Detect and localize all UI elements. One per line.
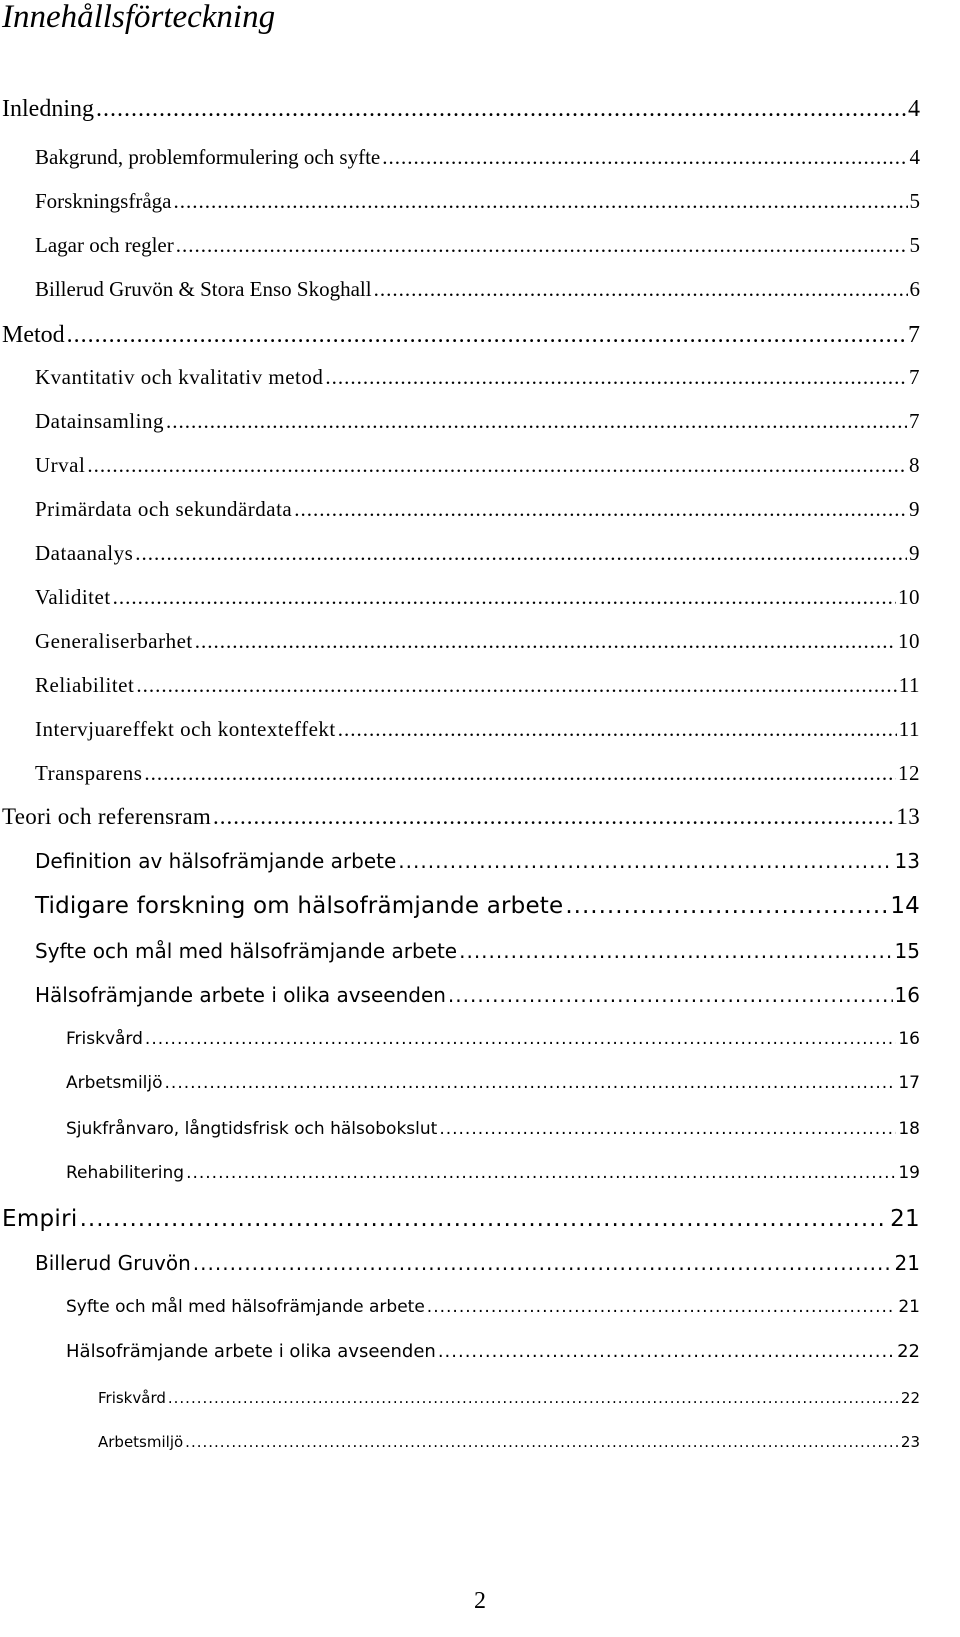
toc-entry-label: Validitet — [35, 585, 111, 609]
toc-entry[interactable] — [35, 1250, 920, 1276]
toc-entry[interactable] — [66, 1340, 920, 1364]
toc-entry[interactable] — [35, 188, 920, 215]
dot-leader — [448, 982, 893, 1008]
toc-entry[interactable] — [35, 364, 920, 391]
dot-leader — [165, 1072, 897, 1095]
toc-entry-label: Bakgrund, problemformulering och syfte — [35, 145, 381, 169]
dot-leader — [173, 188, 907, 215]
toc-entry-page-number: 13 — [896, 804, 920, 829]
toc-entry-label: Datainsamling — [35, 409, 164, 433]
toc-entry[interactable] — [66, 1296, 920, 1319]
toc-entry-page-number: 23 — [900, 1433, 920, 1451]
toc-entry-page-number: 11 — [898, 717, 920, 741]
toc-entry-label: Friskvård — [98, 1389, 166, 1407]
toc-entry-page-number: 13 — [894, 849, 920, 873]
toc-entry-label: Metod — [2, 322, 65, 348]
toc-entry[interactable] — [35, 408, 920, 435]
toc-entry-label: Friskvård — [66, 1029, 143, 1049]
dot-leader — [294, 496, 907, 523]
toc-entry-page-number: 17 — [898, 1073, 920, 1093]
toc-entry-page-number: 5 — [909, 233, 920, 257]
toc-entry-page-number: 22 — [900, 1389, 920, 1407]
toc-entry[interactable] — [35, 672, 920, 699]
toc-entry-label: Teori och referensram — [2, 804, 212, 829]
dot-leader — [459, 938, 892, 964]
dot-leader — [87, 452, 907, 479]
toc-entry-page-number: 19 — [898, 1163, 920, 1183]
dot-leader — [565, 892, 888, 921]
dot-leader — [166, 408, 907, 435]
dot-leader — [168, 1388, 899, 1409]
toc-entry[interactable] — [35, 276, 920, 303]
toc-entry-label: Generaliserbarhet — [35, 629, 193, 653]
toc-entry-label: Kvantitativ och kvalitativ metod — [35, 365, 324, 389]
dot-leader — [144, 760, 896, 787]
toc-entry[interactable] — [66, 1028, 920, 1051]
toc-entry-label: Lagar och regler — [35, 233, 174, 257]
toc-entry-label: Definition av hälsofrämjande arbete — [35, 849, 397, 873]
toc-entry-label: Empiri — [2, 1206, 78, 1232]
toc-entry-page-number: 4 — [909, 145, 920, 169]
toc-entry-label: Syfte och mål med hälsofrämjande arbete — [66, 1297, 425, 1317]
toc-entry-page-number: 22 — [897, 1341, 920, 1362]
toc-entry-page-number: 6 — [909, 277, 920, 301]
dot-leader — [427, 1296, 897, 1319]
toc-entry-label: Reliabilitet — [35, 673, 135, 697]
toc-entry-label: Arbetsmiljö — [66, 1073, 163, 1093]
toc-entry-page-number: 12 — [898, 761, 920, 785]
toc-entry-page-number: 5 — [909, 189, 920, 213]
toc-entry-page-number: 16 — [898, 1029, 920, 1049]
toc-entry-page-number: 4 — [908, 96, 920, 122]
toc-entry-page-number: 16 — [894, 983, 920, 1007]
toc-entry-page-number: 18 — [898, 1119, 920, 1139]
toc-entry-label: Sjukfrånvaro, långtidsfrisk och hälsobokslut — [66, 1119, 438, 1139]
toc-entry-label: Rehabilitering — [66, 1163, 185, 1183]
toc-entry-page-number: 10 — [898, 629, 920, 653]
dot-leader — [186, 1162, 896, 1185]
dot-leader — [195, 628, 896, 655]
dot-leader — [185, 1432, 899, 1453]
dot-leader — [145, 1028, 896, 1051]
dot-leader — [438, 1340, 895, 1364]
toc-entry[interactable] — [35, 628, 920, 655]
toc-entry-page-number: 21 — [894, 1251, 920, 1275]
toc-entry-page-number: 7 — [908, 322, 920, 348]
dot-leader — [136, 672, 896, 699]
dot-leader — [193, 1250, 893, 1276]
dot-leader — [80, 1205, 889, 1234]
toc-entry-label: Billerud Gruvön — [35, 1251, 191, 1275]
document-title: Innehållsförteckning — [2, 0, 276, 35]
dot-leader — [113, 584, 896, 611]
dot-leader — [135, 540, 907, 567]
dot-leader — [439, 1118, 896, 1141]
toc-entry-label: Tidigare forskning om hälsofrämjande arbete — [35, 893, 564, 919]
toc-entry[interactable] — [35, 540, 920, 567]
dot-leader — [374, 276, 908, 303]
dot-leader — [382, 144, 907, 171]
dot-leader — [176, 232, 908, 259]
toc-entry[interactable] — [35, 452, 920, 479]
dot-leader — [325, 364, 907, 391]
toc-entry-label: Urval — [35, 453, 86, 477]
toc-entry-label: Hälsofrämjande arbete i olika avseenden — [35, 983, 446, 1007]
toc-entry-page-number: 10 — [898, 585, 920, 609]
toc-entry-label: Dataanalys — [35, 541, 134, 565]
toc-entry[interactable] — [35, 232, 920, 259]
dot-leader — [67, 320, 906, 350]
toc-entry-page-number: 7 — [909, 409, 920, 433]
toc-entry[interactable] — [35, 716, 920, 743]
toc-entry-page-number: 11 — [898, 673, 920, 697]
dot-leader — [213, 802, 894, 831]
toc-entry-page-number: 14 — [890, 893, 920, 919]
toc-entry[interactable] — [35, 584, 920, 611]
toc-entry-page-number: 9 — [909, 497, 920, 521]
toc-entry-label: Forskningsfråga — [35, 189, 172, 213]
toc-entry-label: Inledning — [2, 96, 94, 122]
toc-entry[interactable] — [2, 320, 920, 350]
toc-entry[interactable] — [35, 144, 920, 171]
dot-leader — [338, 716, 897, 743]
dot-leader — [398, 848, 892, 874]
toc-entry-label: Primärdata och sekundärdata — [35, 497, 293, 521]
toc-entry[interactable] — [66, 1162, 920, 1185]
toc-entry-page-number: 21 — [890, 1206, 920, 1232]
toc-entry[interactable] — [35, 982, 920, 1008]
toc-entry[interactable] — [35, 760, 920, 787]
toc-entry-label: Hälsofrämjande arbete i olika avseenden — [66, 1341, 436, 1362]
toc-entry-page-number: 9 — [909, 541, 920, 565]
toc-entry[interactable] — [35, 496, 920, 523]
toc-entry[interactable] — [66, 1118, 920, 1141]
toc-entry[interactable] — [66, 1072, 920, 1095]
toc-entry-page-number: 21 — [898, 1297, 920, 1317]
toc-entry-page-number: 7 — [909, 365, 920, 389]
toc-entry-page-number: 8 — [909, 453, 920, 477]
toc-entry-label: Arbetsmiljö — [98, 1433, 184, 1451]
toc-entry[interactable] — [98, 1432, 920, 1453]
toc-entry[interactable] — [2, 1205, 920, 1234]
toc-entry[interactable] — [35, 938, 920, 964]
toc-entry-label: Billerud Gruvön & Stora Enso Skoghall — [35, 277, 372, 301]
toc-entry[interactable] — [98, 1388, 920, 1409]
toc-entry[interactable] — [35, 892, 920, 921]
toc-entry-label: Syfte och mål med hälsofrämjande arbete — [35, 939, 458, 963]
toc-entry-page-number: 15 — [894, 939, 920, 963]
toc-entry[interactable] — [2, 94, 920, 124]
toc-entry-label: Intervjuareffekt och kontexteffekt — [35, 717, 336, 741]
dot-leader — [96, 94, 906, 124]
toc-entry-label: Transparens — [35, 761, 143, 785]
page-number: 2 — [474, 1588, 486, 1614]
toc-entry[interactable] — [2, 802, 920, 831]
toc-entry[interactable] — [35, 848, 920, 874]
